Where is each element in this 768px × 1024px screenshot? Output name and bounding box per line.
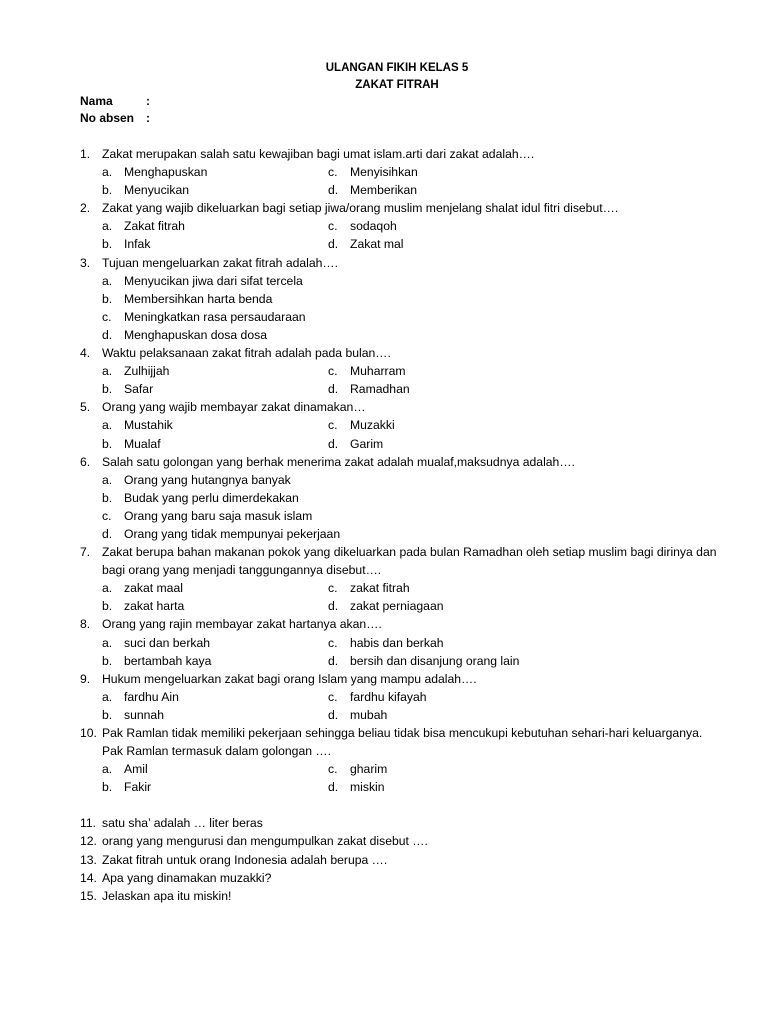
question-item — [80, 199, 720, 217]
absen-field — [80, 111, 150, 125]
option-text: Orang yang baru saja masuk islam — [124, 508, 313, 523]
question-item — [80, 670, 720, 688]
option-text: gharim — [350, 762, 388, 777]
option-letter: b. — [102, 707, 113, 722]
option-letter: d. — [328, 780, 339, 795]
question-text: Waktu pelaksanaan zakat fitrah adalah pada bulan…. — [102, 346, 391, 361]
option-text: Garim — [350, 436, 384, 451]
option-row — [80, 597, 720, 615]
option-text: Safar — [124, 382, 154, 397]
question-number: 12. — [80, 834, 97, 849]
option-letter: d. — [328, 653, 339, 668]
answer-option — [102, 760, 328, 778]
question-text: Zakat yang wajib dikeluarkan bagi setiap jiwa/orang muslim menjelang shalat idul fitri disebut…. — [102, 201, 619, 216]
question-item — [80, 543, 720, 579]
option-letter: d. — [328, 183, 339, 198]
answer-option — [328, 217, 397, 235]
option-letter: b. — [102, 237, 113, 252]
option-text: Menghapuskan — [124, 165, 208, 180]
option-letter: a. — [102, 273, 113, 288]
option-row — [80, 217, 720, 235]
answer-option — [328, 778, 385, 796]
option-row — [80, 778, 720, 796]
answer-option — [102, 597, 328, 615]
question-number: 8. — [80, 617, 91, 632]
answer-option — [102, 326, 267, 344]
answer-option — [328, 435, 383, 453]
answer-option — [102, 217, 328, 235]
question-number: 14. — [80, 870, 97, 885]
option-row — [80, 272, 720, 290]
essay-question — [80, 887, 720, 905]
option-letter: b. — [102, 780, 113, 795]
answer-option — [328, 706, 387, 724]
option-text: Muzakki — [350, 418, 395, 433]
option-letter: b. — [102, 183, 113, 198]
option-letter: d. — [328, 707, 339, 722]
question-text: Orang yang wajib membayar zakat dinamakan… — [102, 400, 366, 415]
answer-option — [102, 634, 328, 652]
answer-option — [102, 778, 328, 796]
answer-option — [102, 308, 306, 326]
option-letter: d. — [102, 327, 113, 342]
option-letter: b. — [102, 382, 113, 397]
option-letter: c. — [328, 418, 338, 433]
answer-option — [102, 688, 328, 706]
option-letter: c. — [328, 581, 338, 596]
option-row — [80, 163, 720, 181]
option-row — [80, 706, 720, 724]
question-number: 9. — [80, 671, 91, 686]
option-text: Zakat mal — [350, 237, 404, 252]
answer-option — [102, 435, 328, 453]
question-list — [80, 145, 720, 905]
question-item — [80, 724, 720, 760]
answer-option — [328, 235, 404, 253]
answer-option — [102, 416, 328, 434]
question-text: Zakat berupa bahan makanan pokok yang dikeluarkan pada bulan Ramadhan oleh setiap muslim bagi dirinya dan bagi orang yang menjadi tanggungannya disebut…. — [102, 545, 717, 578]
option-row — [80, 471, 720, 489]
question-text: Apa yang dinamakan muzakki? — [102, 870, 272, 885]
option-text: Muharram — [350, 364, 406, 379]
option-text: Budak yang perlu dimerdekakan — [124, 490, 299, 505]
answer-option — [102, 579, 328, 597]
option-row — [80, 181, 720, 199]
option-letter: b. — [102, 490, 113, 505]
option-row — [80, 688, 720, 706]
option-text: Fakir — [124, 780, 152, 795]
option-text: Infak — [124, 237, 151, 252]
answer-option — [328, 380, 410, 398]
option-text: bersih dan disanjung orang lain — [350, 653, 520, 668]
option-letter: c. — [328, 689, 338, 704]
option-row — [80, 290, 720, 308]
question-text: Jelaskan apa itu miskin! — [102, 888, 232, 903]
option-text: Zulhijjah — [124, 364, 170, 379]
option-text: habis dan berkah — [350, 635, 444, 650]
answer-option — [328, 688, 427, 706]
option-text: zakat perniagaan — [350, 599, 444, 614]
option-letter: a. — [102, 635, 113, 650]
question-item — [80, 615, 720, 633]
option-row — [80, 362, 720, 380]
option-text: zakat harta — [124, 599, 185, 614]
option-text: Zakat fitrah — [124, 219, 185, 234]
option-text: sunnah — [124, 707, 164, 722]
answer-option — [102, 362, 328, 380]
essay-question — [80, 832, 720, 850]
question-number: 15. — [80, 888, 97, 903]
option-letter: d. — [328, 382, 339, 397]
question-text: satu sha’ adalah … liter beras — [102, 816, 263, 831]
question-text: Hukum mengeluarkan zakat bagi orang Islam yang mampu adalah…. — [102, 671, 477, 686]
option-text: Orang yang hutangnya banyak — [124, 472, 291, 487]
option-row — [80, 380, 720, 398]
option-text: Mualaf — [124, 436, 161, 451]
option-row — [80, 235, 720, 253]
option-letter: a. — [102, 762, 113, 777]
answer-option — [102, 235, 328, 253]
answer-option — [328, 181, 417, 199]
option-row — [80, 652, 720, 670]
option-letter: c. — [328, 635, 338, 650]
question-item — [80, 145, 720, 163]
question-text: Zakat merupakan salah satu kewajiban bagi umat islam.arti dari zakat adalah…. — [102, 147, 535, 161]
option-letter: b. — [102, 436, 113, 451]
essay-question — [80, 869, 720, 887]
section-gap — [80, 796, 720, 814]
answer-option — [102, 181, 328, 199]
absen-colon: : — [146, 111, 150, 125]
option-letter: c. — [328, 364, 338, 379]
option-text: zakat maal — [124, 581, 183, 596]
option-letter: c. — [328, 165, 338, 180]
name-colon: : — [146, 94, 150, 108]
exam-subtitle: ZAKAT FITRAH — [355, 79, 439, 91]
option-row — [80, 507, 720, 525]
option-letter: c. — [102, 309, 112, 324]
answer-option — [102, 272, 303, 290]
option-text: sodaqoh — [350, 219, 397, 234]
answer-option — [102, 489, 299, 507]
answer-option — [102, 471, 291, 489]
option-row — [80, 308, 720, 326]
option-letter: a. — [102, 418, 113, 433]
option-row — [80, 326, 720, 344]
answer-option — [328, 652, 519, 670]
answer-option — [328, 579, 410, 597]
option-text: Amil — [124, 762, 148, 777]
question-number: 6. — [80, 454, 91, 469]
question-number: 7. — [80, 545, 91, 560]
question-text: orang yang mengurusi dan mengumpulkan zakat disebut …. — [102, 834, 428, 849]
answer-option — [328, 362, 406, 380]
option-text: mubah — [350, 707, 388, 722]
answer-option — [102, 652, 328, 670]
option-text: Membersihkan harta benda — [124, 291, 273, 306]
option-letter: d. — [328, 436, 339, 451]
question-item — [80, 254, 720, 272]
option-letter: d. — [328, 237, 339, 252]
option-letter: a. — [102, 472, 113, 487]
option-text: Meningkatkan rasa persaudaraan — [124, 309, 306, 324]
question-number: 1. — [80, 147, 91, 161]
option-row — [80, 489, 720, 507]
option-text: fardhu kifayah — [350, 689, 427, 704]
answer-option — [102, 163, 328, 181]
option-letter: a. — [102, 581, 113, 596]
option-text: zakat fitrah — [350, 581, 410, 596]
question-item — [80, 453, 720, 471]
option-letter: d. — [328, 599, 339, 614]
answer-option — [328, 760, 387, 778]
answer-option — [328, 634, 444, 652]
option-row — [80, 760, 720, 778]
option-text: Menyucikan jiwa dari sifat tercela — [124, 273, 303, 288]
name-label: Nama — [80, 94, 113, 108]
option-row — [80, 435, 720, 453]
option-row — [80, 579, 720, 597]
option-text: suci dan berkah — [124, 635, 211, 650]
option-row — [80, 416, 720, 434]
question-item — [80, 344, 720, 362]
option-text: bertambah kaya — [124, 653, 212, 668]
question-text: Orang yang rajin membayar zakat hartanya akan…. — [102, 617, 382, 632]
option-letter: c. — [102, 508, 112, 523]
option-row — [80, 634, 720, 652]
question-text: Tujuan mengeluarkan zakat fitrah adalah…. — [102, 255, 338, 270]
option-letter: a. — [102, 165, 113, 180]
answer-option — [328, 163, 418, 181]
option-letter: c. — [328, 219, 338, 234]
option-text: fardhu Ain — [124, 689, 179, 704]
question-number: 2. — [80, 201, 91, 216]
question-number: 10. — [80, 726, 97, 740]
question-text: Zakat fitrah untuk orang Indonesia adalah berupa …. — [102, 852, 388, 867]
option-letter: a. — [102, 219, 113, 234]
essay-question — [80, 851, 720, 869]
option-letter: a. — [102, 364, 113, 379]
option-letter: d. — [102, 526, 113, 541]
question-number: 5. — [80, 400, 91, 415]
question-text: Salah satu golongan yang berhak menerima zakat adalah mualaf,maksudnya adalah…. — [102, 454, 575, 469]
option-letter: b. — [102, 599, 113, 614]
option-text: Menyucikan — [124, 183, 190, 198]
question-number: 4. — [80, 346, 91, 361]
option-text: Memberikan — [350, 183, 418, 198]
option-text: Ramadhan — [350, 382, 410, 397]
essay-question — [80, 814, 720, 832]
option-row — [80, 525, 720, 543]
option-letter: c. — [328, 762, 338, 777]
answer-option — [102, 380, 328, 398]
option-text: Orang yang tidak mempunyai pekerjaan — [124, 526, 341, 541]
question-text: Pak Ramlan tidak memiliki pekerjaan sehingga beliau tidak bisa mencukupi kebutuhan sehari-hari keluarganya. Pak Ramlan termasuk dalam golongan …. — [102, 726, 703, 759]
name-field — [80, 94, 150, 108]
answer-option — [102, 290, 272, 308]
answer-option — [102, 706, 328, 724]
question-number: 3. — [80, 255, 91, 270]
option-text: Mustahik — [124, 418, 173, 433]
option-text: Menghapuskan dosa dosa — [124, 327, 267, 342]
answer-option — [102, 507, 312, 525]
answer-option — [328, 416, 395, 434]
option-letter: b. — [102, 291, 113, 306]
option-letter: b. — [102, 653, 113, 668]
exam-title: ULANGAN FIKIH KELAS 5 — [325, 62, 469, 74]
answer-option — [328, 597, 444, 615]
option-text: Menyisihkan — [350, 165, 418, 180]
question-number: 11. — [80, 816, 97, 831]
question-number: 13. — [80, 852, 97, 867]
question-item — [80, 398, 720, 416]
answer-option — [102, 525, 340, 543]
option-text: miskin — [350, 780, 385, 795]
option-letter: a. — [102, 689, 113, 704]
absen-label: No absen — [80, 111, 135, 125]
